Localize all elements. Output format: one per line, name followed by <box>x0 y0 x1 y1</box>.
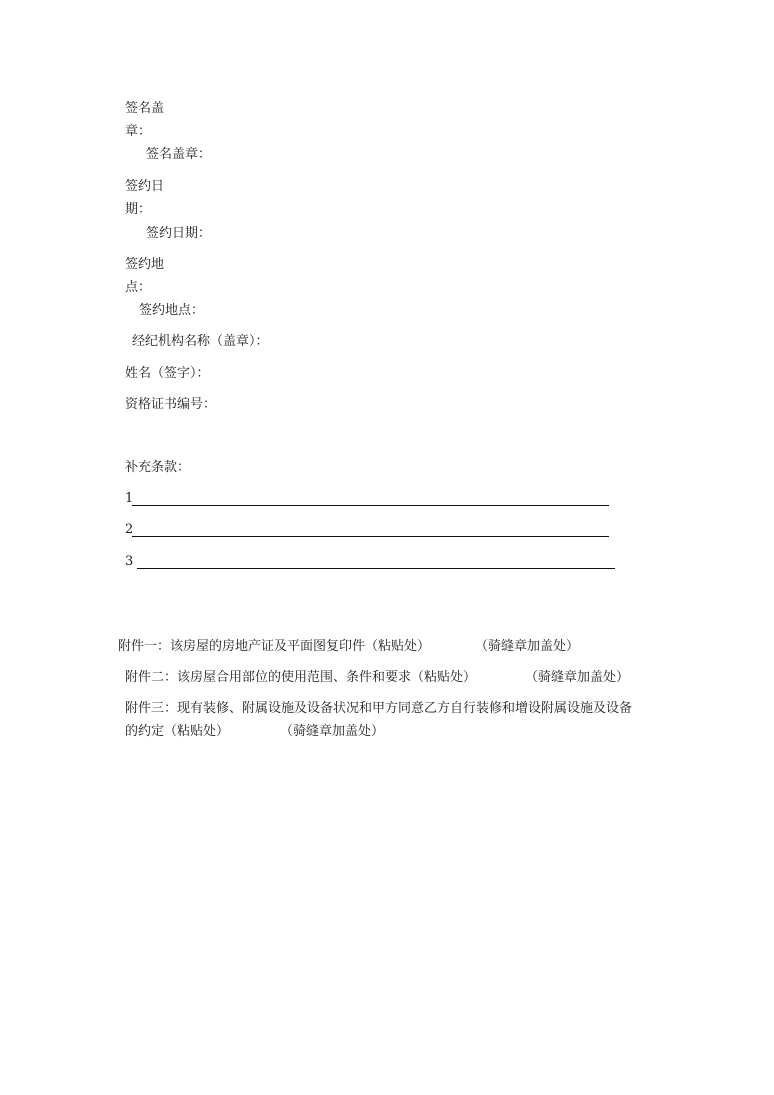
date-label-part1: 签约日 <box>125 179 165 194</box>
place-label-full: 签约地点： <box>139 303 205 318</box>
attachment-1-text: 附件一：该房屋的房地产证及平面图复印件（粘贴处） <box>118 639 431 654</box>
attachment-3-seal: （骑缝章加盖处） <box>280 724 385 739</box>
attachment-2-text: 附件二：该房屋合用部位的使用范围、条件和要求（粘贴处） <box>125 670 477 685</box>
certificate-label: 资格证书编号： <box>125 397 217 412</box>
sign-label-part2: 章： <box>125 124 152 139</box>
clause-line-1 <box>132 505 609 506</box>
supplementary-heading: 补充条款： <box>125 460 191 475</box>
clause-number-3: 3 <box>125 554 134 569</box>
attachment-3-line1: 附件三：现有装修、附属设施及设备状况和甲方同意乙方自行装修和增设附属设施及设备 <box>125 701 633 716</box>
person-name-label: 姓名（签字）： <box>125 366 210 381</box>
clause-line-2 <box>132 536 609 537</box>
clause-number-2: 2 <box>125 522 134 537</box>
agency-name-label: 经纪机构名称（盖章）： <box>132 334 269 349</box>
attachment-3-line2: 的约定（粘贴处） <box>125 724 230 739</box>
sign-label-part1: 签名盖 <box>125 101 165 116</box>
date-label-full: 签约日期： <box>146 226 212 241</box>
clause-number-1: 1 <box>125 491 134 506</box>
attachment-2-seal: （骑缝章加盖处） <box>525 670 630 685</box>
attachment-1-seal: （骑缝章加盖处） <box>475 639 580 654</box>
date-label-part2: 期： <box>125 202 152 217</box>
place-label-part2: 点： <box>125 280 152 295</box>
place-label-part1: 签约地 <box>125 257 165 272</box>
sign-label-full: 签名盖章： <box>146 147 212 162</box>
clause-line-3 <box>137 568 615 569</box>
